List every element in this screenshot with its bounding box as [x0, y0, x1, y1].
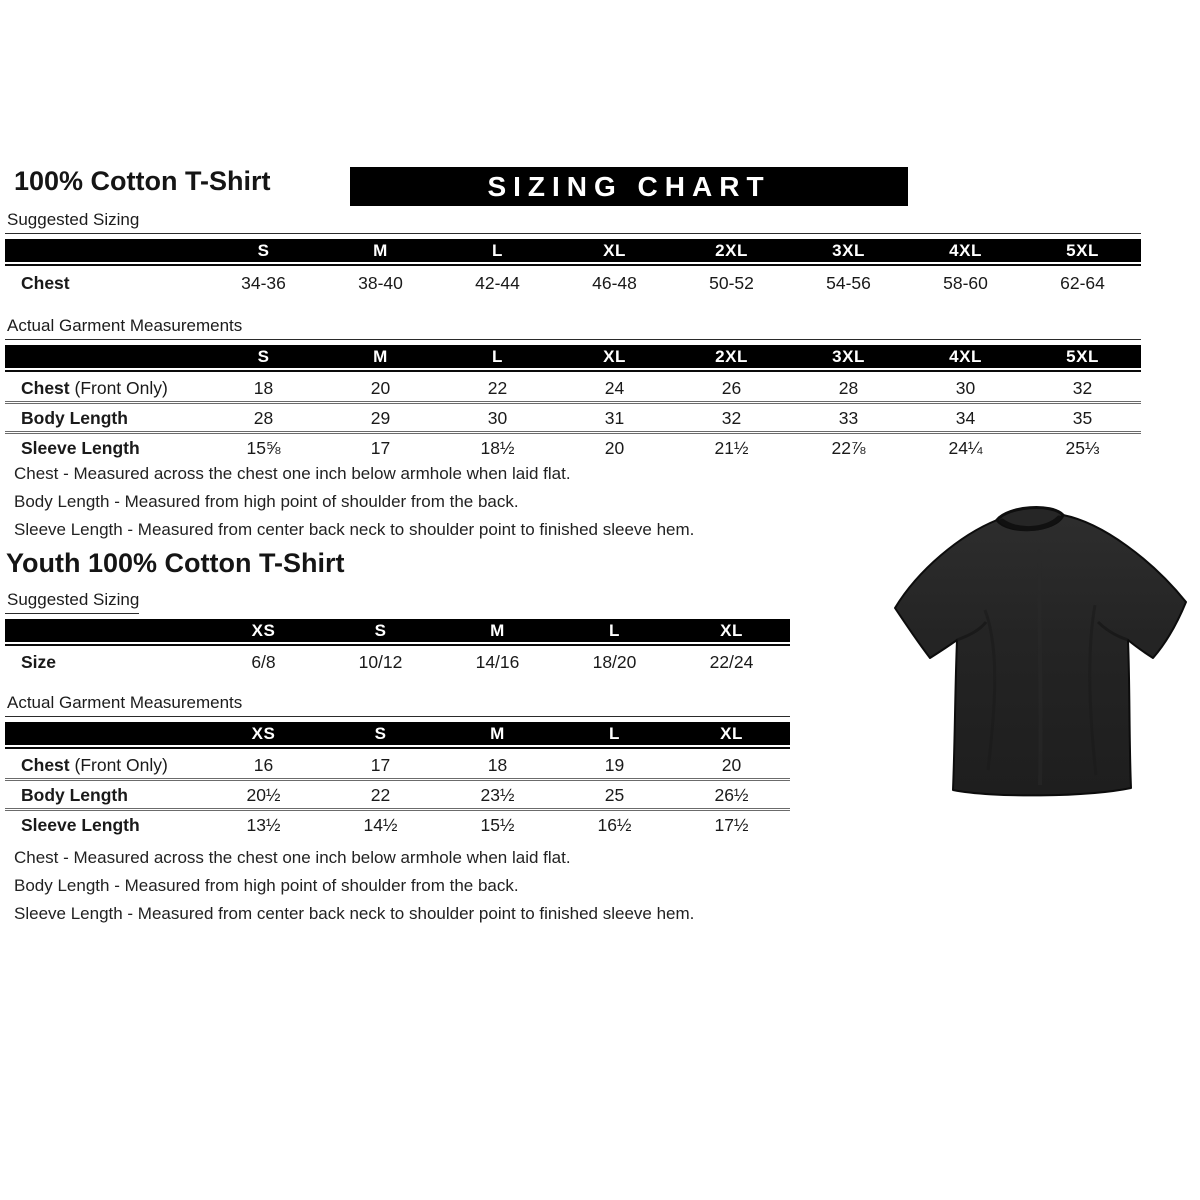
- table-row: [5, 751, 790, 778]
- cell: 54-56: [826, 273, 871, 293]
- column-header: 3XL: [832, 347, 865, 366]
- cell: 35: [1072, 408, 1093, 428]
- cell: 25: [604, 785, 625, 805]
- note-sleeve-length: Sleeve Length - Measured from center back neck to shoulder point to finished sleeve hem.: [14, 904, 695, 923]
- cell: 6/8: [251, 652, 276, 672]
- youth-suggested-sizing-section: [5, 590, 790, 675]
- table-row: [5, 434, 1141, 461]
- column-header: 3XL: [832, 241, 865, 260]
- column-header: XL: [603, 241, 626, 260]
- cell: 20: [370, 378, 391, 398]
- adult-suggested-sizing-section: [5, 210, 1141, 296]
- column-header: XL: [720, 621, 743, 640]
- cell: 24: [604, 378, 625, 398]
- actual-measurements-heading: Actual Garment Measurements: [5, 316, 1141, 340]
- suggested-sizing-heading: Suggested Sizing: [5, 210, 1141, 234]
- cell: 14/16: [475, 652, 520, 672]
- column-header: M: [373, 241, 388, 260]
- header-underline: [5, 264, 1141, 266]
- column-header: 5XL: [1066, 347, 1099, 366]
- black-tshirt-image: [890, 490, 1192, 808]
- cell: 31: [604, 408, 625, 428]
- cell: 20: [721, 755, 742, 775]
- row-label: Body Length: [21, 785, 128, 805]
- sizing-chart-banner: SIZING CHART: [350, 167, 908, 206]
- adult-section-title: 100% Cotton T-Shirt: [14, 166, 271, 196]
- row-label: Sleeve Length: [21, 815, 140, 835]
- row-label: Chest (Front Only): [21, 755, 168, 775]
- cell: 25⅓: [1065, 438, 1100, 458]
- cell: 13½: [246, 815, 281, 835]
- cell: 22⅞: [831, 438, 866, 458]
- note-body-length: Body Length - Measured from high point of shoulder from the back.: [14, 876, 519, 895]
- column-header: XS: [251, 724, 276, 743]
- cell: 50-52: [709, 273, 754, 293]
- cell: 30: [955, 378, 976, 398]
- cell: 19: [604, 755, 625, 775]
- column-header: XS: [251, 621, 276, 640]
- adult-actual-header-row: [5, 345, 1141, 368]
- cell: 38-40: [358, 273, 403, 293]
- column-header: 4XL: [949, 347, 982, 366]
- cell: 32: [721, 408, 742, 428]
- column-header: S: [374, 724, 387, 743]
- cell: 15½: [480, 815, 515, 835]
- table-row: [5, 374, 1141, 401]
- cell: 29: [370, 408, 391, 428]
- row-label: Chest (Front Only): [21, 378, 168, 398]
- column-header: L: [492, 241, 503, 260]
- cell: 14½: [363, 815, 398, 835]
- column-header: M: [490, 724, 505, 743]
- cell: 20: [604, 438, 625, 458]
- actual-measurements-heading: Actual Garment Measurements: [5, 693, 790, 717]
- row-label: Chest: [21, 273, 70, 293]
- note-chest: Chest - Measured across the chest one inch below armhole when laid flat.: [14, 464, 571, 483]
- cell: 16½: [597, 815, 632, 835]
- cell: 46-48: [592, 273, 637, 293]
- column-header: 5XL: [1066, 241, 1099, 260]
- cell: 17½: [714, 815, 749, 835]
- cell: 34: [955, 408, 976, 428]
- cell: 16: [253, 755, 274, 775]
- cell: 18: [253, 378, 274, 398]
- column-header: S: [257, 347, 270, 366]
- cell: 15⅝: [246, 438, 281, 458]
- adult-measurement-notes: [14, 460, 694, 544]
- table-row: [5, 648, 790, 675]
- table-row: [5, 811, 790, 838]
- cell: 28: [253, 408, 274, 428]
- column-header: 2XL: [715, 241, 748, 260]
- cell: 28: [838, 378, 859, 398]
- column-header: L: [609, 724, 620, 743]
- cell: 17: [370, 438, 391, 458]
- column-header: XL: [720, 724, 743, 743]
- column-header: M: [490, 621, 505, 640]
- table-row: [5, 404, 1141, 431]
- youth-suggested-header-row: [5, 619, 790, 642]
- column-header: 4XL: [949, 241, 982, 260]
- row-label: Body Length: [21, 408, 128, 428]
- header-underline: [5, 370, 1141, 372]
- column-header: S: [374, 621, 387, 640]
- cell: 22: [370, 785, 391, 805]
- cell: 32: [1072, 378, 1093, 398]
- note-chest: Chest - Measured across the chest one inch below armhole when laid flat.: [14, 848, 571, 867]
- cell: 24¼: [948, 438, 983, 458]
- cell: 22/24: [709, 652, 754, 672]
- cell: 30: [487, 408, 508, 428]
- column-header: L: [609, 621, 620, 640]
- cell: 21½: [714, 438, 749, 458]
- cell: 42-44: [475, 273, 520, 293]
- table-row: [5, 781, 790, 808]
- cell: 58-60: [943, 273, 988, 293]
- note-sleeve-length: Sleeve Length - Measured from center back neck to shoulder point to finished sleeve hem.: [14, 520, 695, 539]
- adult-actual-measurements-section: [5, 316, 1141, 461]
- row-label: Sleeve Length: [21, 438, 140, 458]
- cell: 33: [838, 408, 859, 428]
- youth-actual-header-row: [5, 722, 790, 745]
- note-body-length: Body Length - Measured from high point of shoulder from the back.: [14, 492, 519, 511]
- cell: 10/12: [358, 652, 403, 672]
- column-header: 2XL: [715, 347, 748, 366]
- header-underline: [5, 644, 790, 646]
- column-header: L: [492, 347, 503, 366]
- cell: 62-64: [1060, 273, 1105, 293]
- cell: 20½: [246, 785, 281, 805]
- column-header: S: [257, 241, 270, 260]
- cell: 18/20: [592, 652, 637, 672]
- column-header: M: [373, 347, 388, 366]
- table-row: [5, 269, 1141, 296]
- youth-measurement-notes: [14, 844, 694, 928]
- cell: 18: [487, 755, 508, 775]
- cell: 26: [721, 378, 742, 398]
- cell: 18½: [480, 438, 515, 458]
- column-header: XL: [603, 347, 626, 366]
- cell: 22: [487, 378, 508, 398]
- cell: 17: [370, 755, 391, 775]
- adult-suggested-header-row: [5, 239, 1141, 262]
- row-label: Size: [21, 652, 57, 672]
- cell: 34-36: [241, 273, 286, 293]
- suggested-sizing-heading: Suggested Sizing: [5, 590, 139, 614]
- cell: 23½: [480, 785, 515, 805]
- cell: 26½: [714, 785, 749, 805]
- tshirt-photo: [890, 490, 1192, 808]
- youth-section-title: Youth 100% Cotton T-Shirt: [6, 548, 345, 578]
- header-underline: [5, 747, 790, 749]
- youth-actual-measurements-section: [5, 693, 790, 838]
